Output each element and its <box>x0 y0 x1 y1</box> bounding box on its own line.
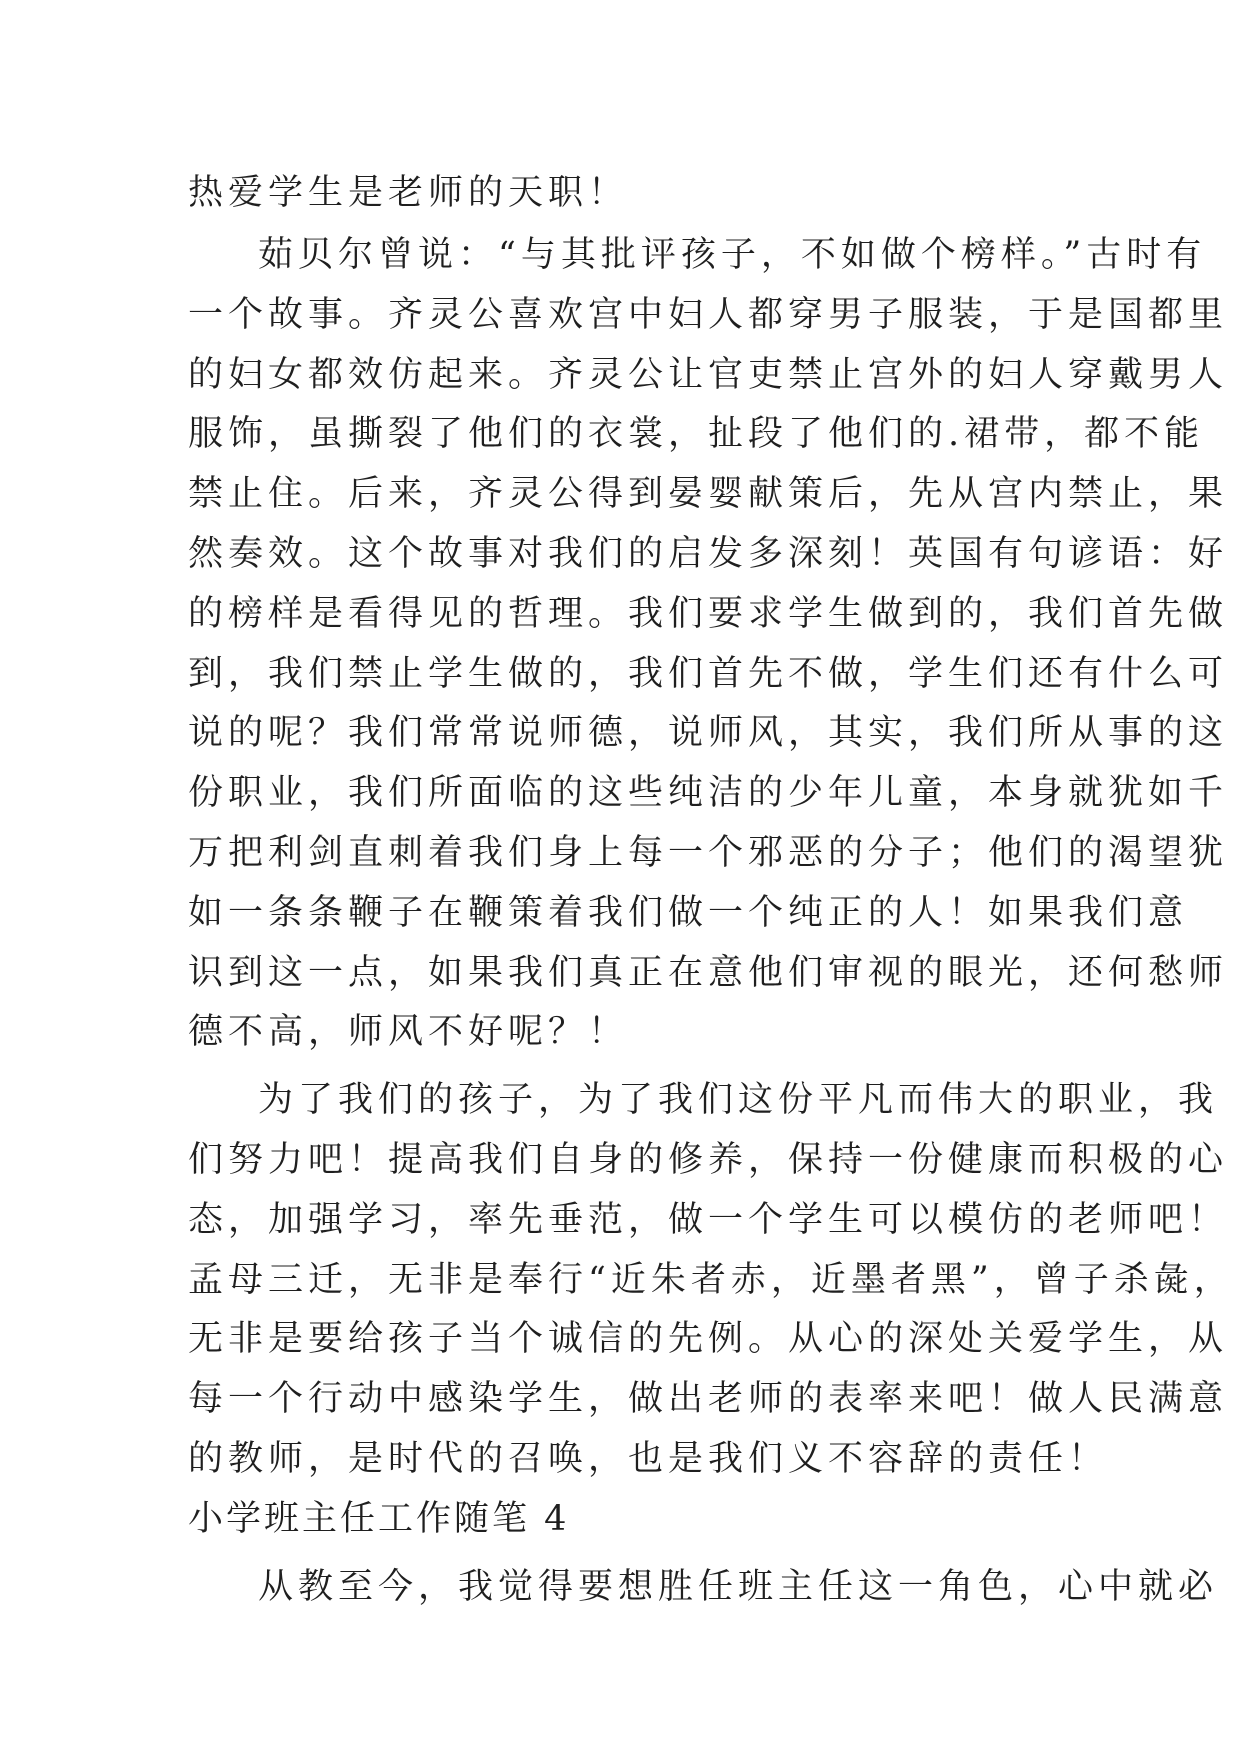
text-line: 的教师，是时代的召唤，也是我们义不容辞的责任！ <box>188 1438 1109 1479</box>
text-line: 的妇女都效仿起来。齐灵公让官吏禁止宫外的妇人穿戴男人 <box>188 354 1229 395</box>
text-line: 到，我们禁止学生做的，我们首先不做，学生们还有什么可 <box>188 653 1229 694</box>
paragraph-start-line: 从教至今，我觉得要想胜任班主任这一角色，心中就必 <box>258 1566 1219 1607</box>
text-line: 识到这一点，如果我们真正在意他们审视的眼光，还何愁师 <box>188 952 1229 993</box>
text-line: 如一条条鞭子在鞭策着我们做一个纯正的人！如果我们意 <box>188 892 1189 933</box>
text-line: 热爱学生是老师的天职！ <box>188 173 629 213</box>
text-line: 们努力吧！提高我们自身的修养，保持一份健康而积极的心 <box>188 1139 1229 1180</box>
paragraph-start-line: 茹贝尔曾说：“与其批评孩子，不如做个榜样。”古时有 <box>258 235 1207 275</box>
text-line: 一个故事。齐灵公喜欢宫中妇人都穿男子服装，于是国都里 <box>188 294 1229 335</box>
text-line: 态，加强学习，率先垂范，做一个学生可以模仿的老师吧！ <box>188 1199 1229 1240</box>
text-line: 然奏效。这个故事对我们的启发多深刻！英国有句谚语：好 <box>188 533 1229 574</box>
text-line: 万把利剑直刺着我们身上每一个邪恶的分子；他们的渴望犹 <box>188 832 1229 873</box>
text-line: 说的呢？我们常常说师德，说师风，其实，我们所从事的这 <box>188 713 1229 754</box>
text-line: 无非是要给孩子当个诚信的先例。从心的深处关爱学生，从 <box>188 1319 1229 1360</box>
text-line: 份职业，我们所面临的这些纯洁的少年儿童，本身就犹如千 <box>188 773 1229 814</box>
text-line: 每一个行动中感染学生，做出老师的表率来吧！做人民满意 <box>188 1379 1229 1420</box>
text-line: 的榜样是看得见的哲理。我们要求学生做到的，我们首先做 <box>188 593 1229 634</box>
document-body <box>188 160 1234 1617</box>
paragraph-start-line: 为了我们的孩子，为了我们这份平凡而伟大的职业，我 <box>258 1080 1219 1121</box>
text-line: 禁止住。后来，齐灵公得到晏婴献策后，先从宫内禁止，果 <box>188 474 1229 515</box>
text-line: 孟母三迁，无非是奉行“近朱者赤，近墨者黑”，曾子杀彘， <box>188 1259 1234 1300</box>
text-line: 德不高，师风不好呢？！ <box>188 1012 629 1053</box>
section-heading: 小学班主任工作随笔 4 <box>188 1498 570 1539</box>
text-line: 服饰，虽撕裂了他们的衣裳，扯段了他们的.裙带，都不能 <box>188 414 1205 455</box>
